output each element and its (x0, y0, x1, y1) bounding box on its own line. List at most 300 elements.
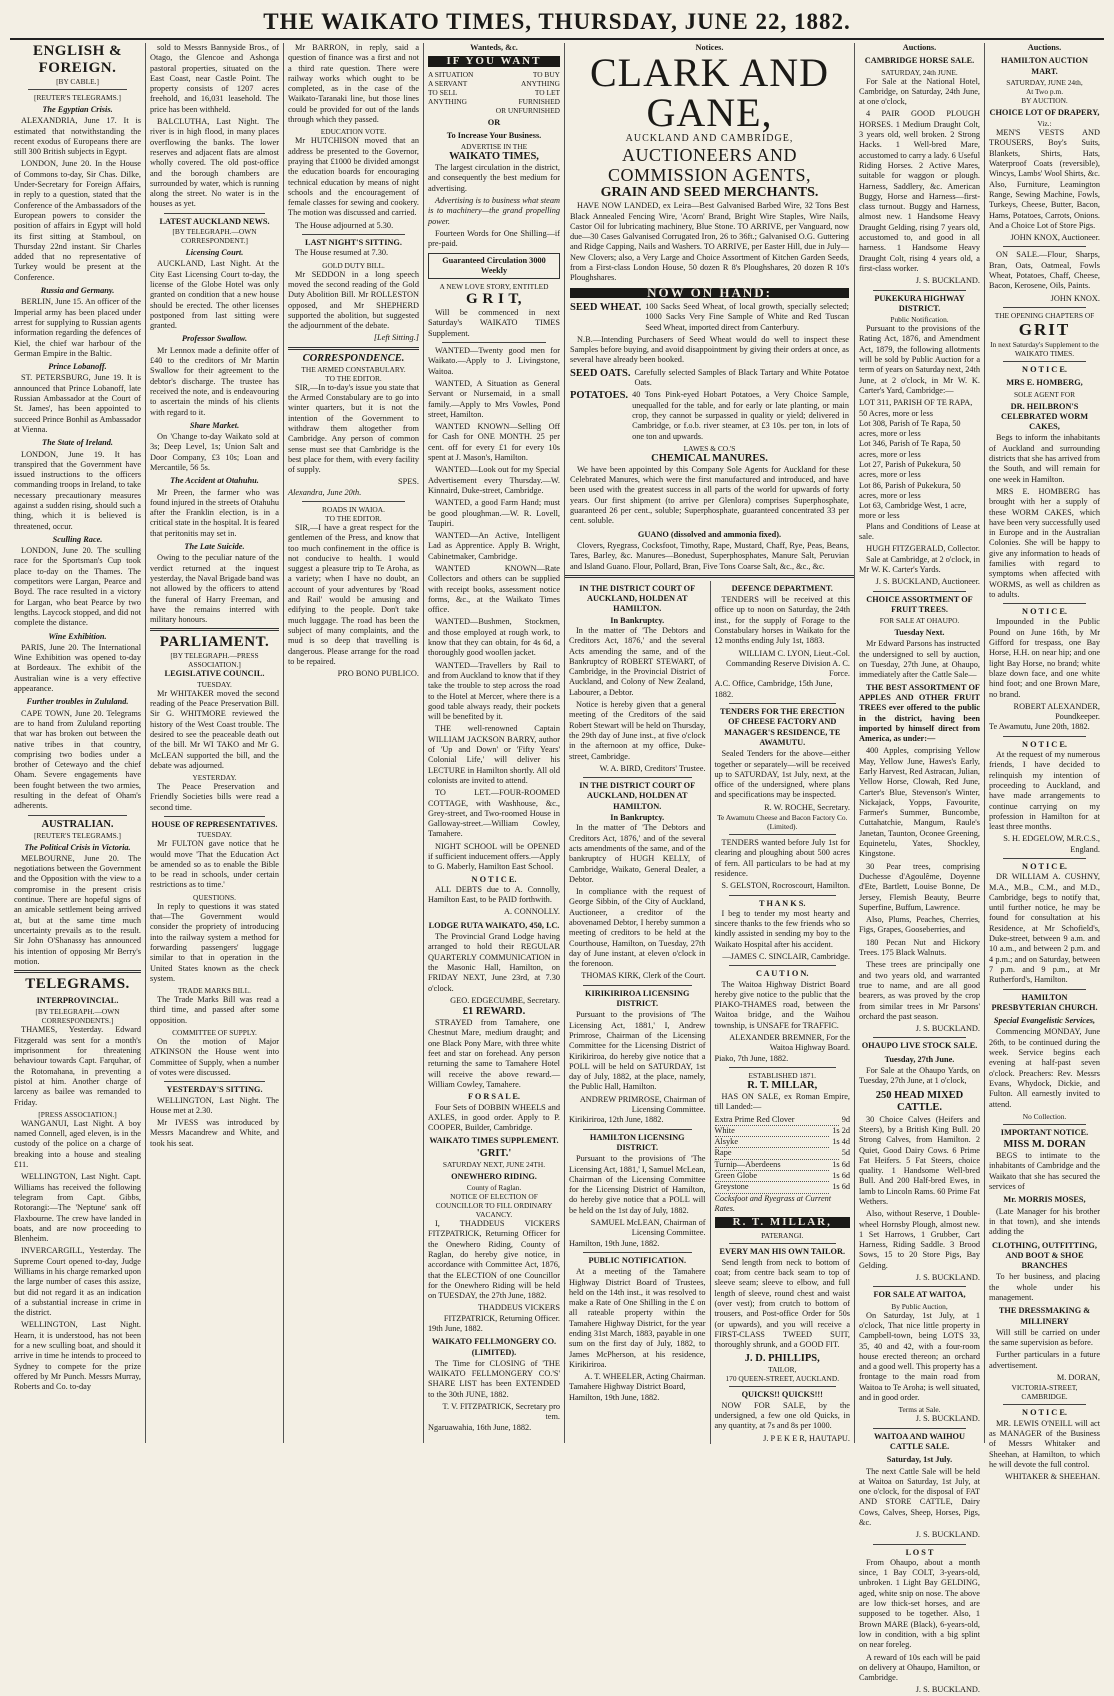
headline: The Egyptian Crisis. (42, 105, 113, 114)
supplement-grit: 'GRIT.' (476, 1147, 512, 1159)
notice-text: MR. LEWIS O'NEILL will act as MANAGER of the Business of Messrs Whitaker and Sheehan, at Hamilton, to which he will devote the full control. (989, 1418, 1100, 1469)
auction-by: BY AUCTION. (1021, 95, 1068, 105)
headline: Further troubles in Zululand. (26, 697, 129, 707)
want-increase: To Increase Your Business. (446, 130, 542, 140)
price-row: Turnip—Aberdeens 1s 6d (715, 1160, 851, 1171)
auction-text: Pursuant to the provisions of the Rating Act, 1876, and Amendment Act, 1879, the following allotments will be sold by Public Auction for a term of years on Saturday next, 24th June, at 2 o'clock, in Mr W. K. Carter's Yard, Cambridge:— (859, 324, 980, 395)
notice-text: In the matter of 'The Debtors and Creditors Act, 1876,' and the several Acts amending the same, and of the Bankruptcy of ROBERT STEWART, of Cambridge, in the Provincial District of Auckland, and Colony of New Zealand, Labourer, a Debtor. (569, 625, 706, 697)
article-text: On 'Change to-day Waikato sold at 3s; Deep Level, 1s; Union Salt and Door Company, £3 10s; Loan and Mercantile, 56 5s. (150, 432, 279, 472)
terms: Terms at Sale. (898, 1405, 941, 1415)
homberg-sub: SOLE AGENT FOR (1013, 389, 1076, 399)
signature: ALEXANDER BREMNER, For the Waitoa Highway Board. (729, 1033, 850, 1053)
article-text: Mr FULTON gave notice that he would move 'That the Education Act be amended so as to enable the Bible to be read in schools, under certain restrictions as to time.' (150, 839, 279, 890)
auction-title: OHAUPO LIVE STOCK SALE. (861, 1041, 978, 1051)
supplement-date: SATURDAY NEXT, JUNE 24TH. (442, 1159, 546, 1169)
date: A.C. Office, Cambridge, 15th June, 1882. (714, 679, 833, 699)
signature: A. CONNOLLY. (504, 907, 560, 917)
auction-text: The next Cattle Sale will be held at Waitoa on Saturday, 1st July, at one o'clock, for the disposal of FAT AND STORE CATTLE, Dairy Cows, Calves, Sheep, Horses, Pigs, &c. (859, 1466, 980, 1527)
seed-price-list (715, 1115, 851, 1194)
column-parliament-correspondence (284, 43, 424, 1443)
auction-text: 180 Pecan Nut and Hickory Trees. 175 Black Walnuts. (859, 937, 980, 958)
note: [Left Sitting.] (373, 333, 419, 343)
potatoes-title: POTATOES. (570, 390, 629, 402)
drapery-viz: Viz.: (1037, 119, 1052, 129)
signature: J. S. BUCKLAND. (915, 1273, 980, 1283)
homberg-product: DR. HEILBRON'S CELEBRATED WORM CAKES, (1000, 401, 1089, 432)
notices-left (565, 581, 710, 1444)
notice-text: The Waitoa Highway District Board hereby give notice to the public that the PIAKO-THAMES road, between the Waitoa bridge, and the Waihou township, is UNSAFE for TRAFFIC. (714, 979, 850, 1030)
auction-text: 400 Apples, comprising Yellow May, Yellow June, Hawes's Early, Early Harvest, Red Astracan, Julian, Yellow Horse, Clowah, Red June, Carter's Blue, Stevenson's Winter, Nickajack, Yopps, Favourite, Farmer's Summer, Buncombe, Cuttahatchie, Mangum, Raule's Janetan, Taunton, Oconee Greening, Equinetelu, Yates, Shockley, Kingstone. (859, 746, 980, 859)
want-item: A SITUATION (428, 69, 474, 79)
auction-text: From Ohaupo, about a month since, 1 Bay COLT, 3-years-old, unbroken. 1 Light Bay GELDING, aged, white snip on nose. The above are low thick-set horses, and are supposed to be together. Also, 1 Brown MARE (Black), 6-years-old, low in condition, with a big splint on near foreleg. (859, 1557, 980, 1650)
price-row: Alsyke 1s 4d (715, 1137, 851, 1148)
ad-text: Clovers, Ryegrass, Cocksfoot, Timothy, Rape, Mustard, Chaff, Rye, Peas, Beans, Tares, Barley, &c. Manures—Bonedust, Superphosphates, Manure Salt, Peruvian and Island Guano. Flour, Pollard, Bran, Five Tons Coarse Salt, &c., &c., &c. (570, 540, 849, 571)
place-date: Alexandra, June 20th. (288, 487, 362, 497)
signature: J. S. BUCKLAND, Auctioneer. (875, 577, 980, 587)
grit-text: In next Saturday's Supplement to the WAIKATO TIMES. (990, 339, 1099, 358)
classified-ad: WANTED—Travellers by Rail to and from Auckland to know that if they take the trouble to step across the road to the Hotel at Mercer, where there is a good table always ready, their pockets will be benefited by it. (428, 660, 560, 722)
signature: —JAMES C. SINCLAIR, Cambridge. (722, 952, 850, 961)
ad-text: Advertising is to business what steam is to machinery—the grand propelling power. (428, 196, 560, 226)
auction-text: Mr Edward Parsons has instructed the undersigned to sell by auction, on Tuesday, 27th June, at Ohaupo, immediately after the Cattle Sale— (859, 639, 980, 680)
agency: [BY TELEGRAPH.—OWN CORRESPONDENTS.] (35, 1007, 120, 1026)
section-title: CORRESPONDENCE. (302, 352, 405, 364)
classified-ad: WANTED—Look out for my Special Advertisement every Thursday.—W. Kinnaird, Duke-street, Cambridge. (428, 465, 560, 495)
public-notification-title: PUBLIC NOTIFICATION. (588, 1255, 687, 1265)
ad-text: 40 Tons Pink-eyed Hobart Potatoes, a Very Choice Sample, unequalled for the table, and for early or late planting, or main crop, they cannot be surpassed in quality or yield; delivered in Cambridge, or f.o.b. river steamer, at £3 10s. per ton, in lots of one ton and upwards. (632, 390, 849, 441)
article-text: LONDON, June 20. In the House of Commons to-day, Sir Chas. Dilke, Under-Secretary for Foreign Affairs, in reply to a question, stated that the Conference of the Ambassadors of the European powers to consider the position of affairs in Egypt will hold its first sitting at Stamboul, on Thursday 22nd instant. Sir Charles added that no representative of Turkey would be present at the Conference. (14, 159, 141, 282)
date: 19th June, 1882. (428, 1323, 483, 1333)
section-title: AUSTRALIAN. (41, 818, 114, 830)
article-text: MELBOURNE, June 20. The negotiations between the Government and the Opposition with the view to a compromise in the present crisis continue. There are hopeful signs of an amicable settlement being arrived at, but at the same time much uncertainty prevails as to the result. Sir John O'Shanassy has announced his intention of opposing Mr Berry's motion. (14, 853, 141, 966)
headline: The Accident at Otahuhu. (170, 476, 259, 486)
want-item: TO SELL ANYTHING (428, 87, 467, 106)
classified-ad: WANTED—Twenty good men for Waikato.—Apply to J. Livingstone, Waitoa. (428, 346, 560, 376)
signature: J. P E K E R, HAUTAPU. (763, 1433, 850, 1443)
date: Kirikiriroa, 12th June, 1882. (569, 1115, 664, 1125)
notice-text: NOW FOR SALE, by the undersigned, a few one old Quicks, in any quantity, at 7s and 8s per 1000. (714, 1400, 850, 1431)
millar-banner: R. T. MILLAR, (715, 1217, 851, 1227)
auction-time: At Two p.m. (1025, 86, 1064, 96)
article-text: AUCKLAND, Last Night. At the City East Licensing Court to-day, the license of the Globe Hotel was only granted on condition that a new house should be erected. The other licenses postponed from last sitting were granted. (150, 259, 279, 331)
date: Ngaruawahia, 16th June, 1882. (428, 1422, 532, 1432)
section-title: Notices. (695, 43, 724, 52)
want-item: A SERVANT (428, 78, 468, 88)
millar-title: R. T. MILLAR, (747, 1079, 818, 1091)
court-title: IN THE DISTRICT COURT OF AUCKLAND, HOLDEN AT HAMILTON. (579, 781, 696, 811)
ad-text: N.B.—Intending Purchasers of Seed Wheat would do well to inspect these Samples before buying, and avoid disappointment by giving their orders at once, as several have already been booked. (570, 334, 849, 365)
article-text: INVERCARGILL, Yesterday. The Supreme Court opened to-day, Judge Williams in his charge remarked upon the large number of cases this assize, but did not regard it as an indication of a substantial increase in crime in the district. (14, 1246, 141, 1318)
signature: J. S. BUCKLAND. (915, 1024, 980, 1034)
notices-right (710, 581, 855, 1444)
subsection-title: YESTERDAY'S SITTING. (166, 1085, 263, 1095)
classified-ad: WANTED, a good Farm Hand; must be good ploughman.—W. R. Lovell, Taupiri. (428, 498, 560, 528)
notice-text: DR WILLIAM A. CUSHNY, M.A., M.B., C.M., and M.D., Cambridge, begs to notify that, until further notice, he may be found for consultation at his Residence, at Mr Schofield's, Duke-street, between 9 a.m. and 10 a.m., and between 2 p.m. and 4 p.m.; and on Saturday, between 7 p.m. and 9 p.m., at Mr Rutherford's, Hamilton. (989, 872, 1100, 985)
auction-text: These trees are principally one and two years old, and warranted true to name, and are all good bearers, as was proved by the crop from similar trees in Mr Parsons' orchard the past season. (859, 960, 980, 1021)
headline: Wine Exhibition. (48, 631, 107, 641)
subhead: ROADS IN WAIOA. (322, 504, 385, 514)
lot-item: Lot 63, Cambridge West, 1 acre, more or less (859, 501, 967, 521)
article-text: The House resumed at 7.30. (295, 248, 389, 258)
company: Te Awamutu Cheese and Bacon Factory Co. (Limited). (717, 813, 848, 832)
auction-date: Saturday, 1st July. (886, 1455, 953, 1465)
notice-text: Further particulars in a future advertisement. (989, 1350, 1100, 1370)
want-item: TO LET FURNISHED (518, 87, 560, 106)
auction-title: CHOICE ASSORTMENT OF FRUIT TREES. (866, 594, 973, 614)
article-text: SIR,—In to-day's issue you state that the Armed Constabulary are to go into winter quarters, but it is not the intention of the Government to withdraw them altogether from Cambridge. Any person of common sense must see that Cambridge is the best place for them, with every facility of supply. (288, 382, 419, 475)
signature: T. V. FITZPATRICK, Secretary pro tem. (442, 1402, 560, 1422)
auction-text: THE BEST ASSORTMENT OF APPLES AND OTHER FRUIT TREES ever offered to the public in the district, having been imported by himself direct from America, as under:— (859, 682, 980, 744)
lot-list (859, 398, 980, 522)
article-text: Mr IVESS was introduced by Messrs Macandrew and White, and took his seat. (150, 1118, 279, 1148)
auction-text: For Sale at the Ohaupo Yards, on Tuesday, 27th June, at 1 o'clock, (859, 1066, 980, 1086)
grit-intro: A NEW LOVE STORY, ENTITLED (439, 282, 549, 292)
auction-text: 4 PAIR GOOD PLOUGH HORSES. 1 Medium Draught Colt, 3 years old, well broken. 2 Strong Hacks. 1 Well-bred Mare, accustomed to carry a lady. 6 Useful Riding Horses. 2 Active Mares, suitable for waggon or plough. Harness, Saddlery, &c. American Buggy, Horse and Harness—first-class turnout. Buggy and Harness, almost new. 1 Handsome Heavy Draught Gelding, rising 7 years old, accustomed to, and good in all harness. 1 Handsome Heavy Draught Colt, rising 4 years old, a first-class worker. (859, 109, 980, 273)
notices-two-column (565, 581, 854, 1444)
subhead: QUESTIONS. (193, 892, 236, 902)
classified-ad: The Time for CLOSING of 'THE WAIKATO FELLMONGERY CO.'S' SHARE LIST has been EXTENDED to the 30th JUNE, 1882. (428, 1358, 560, 1399)
signature: J. S. BUCKLAND. (915, 1414, 980, 1424)
article-text: Mr HUTCHISON moved that an address be presented to the Governor, praying that £1000 be divided amongst the education boards for encouraging technical education by means of night schools and the encouragement of female classes for sewing and cookery. The motion was discussed and carried. (288, 136, 419, 218)
bankruptcy-title: In Bankruptcy. (610, 813, 665, 823)
drapery-title: CHOICE LOT OF DRAPERY, (989, 107, 1100, 117)
county: County of Raglan. (466, 1183, 522, 1193)
auction-text: Also, without Reserve, 1 Double-wheel Hornsby Plough, almost new. 1 Set Harrows, 1 Grubber, Cart Harness, Riding Saddle. 3 Brood Sows, 15 to 20 Store Pigs, Bay Gelding. (859, 1209, 980, 1270)
signature: WHITAKER & SHEEHAN. (1005, 1472, 1100, 1482)
ad-text: HAVE NOW LANDED, ex Leira—Best Galvanised Barbed Wire, 32 Tons Best Black Annealed Fencing Wire, 'Acorn' Brand, Bright Wire Staples, Wire Nails, Castor Oil for lubricating machinery, Blue Stone. TO ARRIVE, per Vanguard, now due—30 Cases Galvanised Corrugated Iron, 26 to 36ft.; Galvanised O.G. Guttering and Ridge Capping, Nails and Washers. TO ARRIVE, per Easter Hill, due in July—New Clovers; also, a Very Large and Choice Assortment of Kitchen Garden Seeds, from a First-class London House, 50 dozen R 8's Ploughshares, 20 dozen R 10's Ploughshares. (570, 201, 849, 283)
signature: SAMUEL McLEAN, Chairman of Licensing Committee. (590, 1218, 706, 1238)
byline: [BY CABLE.] (56, 77, 99, 86)
notice-text: I beg to tender my most hearty and sincere thanks to the few friends who so kindly assisted in sending my boy to the Waikato Hospital after his accident. (714, 908, 850, 949)
auction-date: Tuesday, 27th June. (884, 1054, 955, 1064)
hamilton-licensing-title: HAMILTON LICENSING DISTRICT. (589, 1132, 685, 1152)
fellmongery-title: WAIKATO FELLMONGERY CO. (LIMITED). (431, 1337, 557, 1357)
grit-intro: THE OPENING CHAPTERS OF (994, 310, 1095, 320)
subhead: COMMITTEE OF SUPPLY. (172, 1028, 257, 1038)
grit-title: GRIT (1018, 319, 1071, 339)
auction-text: A reward of 10s each will be paid on delivery at Ohaupo, Hamilton, or Cambridge. (859, 1652, 980, 1683)
want-paper: WAIKATO TIMES, (449, 151, 539, 163)
notice-text: MRS E. HOMBERG has brought with her a supply of these WORM CAKES, which have been very successfully used in Europe and in the Australian Colonies. She will be happy to give any information to heads of families with regard to symptoms when affected with WORMS, as well as children as to adults. (989, 486, 1100, 599)
auction-highlight: 250 HEAD MIXED CATTLE. (875, 1089, 964, 1113)
price-row: Extra Prime Red Clover 9d (715, 1115, 851, 1126)
agency: [REUTER'S TELEGRAMS.] (33, 830, 121, 840)
kirikiriroa-title: KIRIKIRIROA LICENSING DISTRICT. (585, 988, 690, 1009)
reward-title: £1 REWARD. (462, 1006, 526, 1018)
lot-item: LOT 311, PARISH OF TE RAPA, 50 Acres, more or less (859, 398, 973, 418)
signature: THOMAS KIRK, Clerk of the Court. (581, 971, 706, 981)
day: TUESDAY. (197, 679, 232, 689)
notice-text: TENDERS will be received at this office up to noon on Saturday, the 24th inst., for the supply of Forage to the Constabulary horses in Waikato for the 12 months ending July 1st, 1883. (714, 595, 850, 646)
classified-ad: WANTED—An Active, Intelligent Lad as Apprentice. Apply B. Wright, Cabinetmaker, Cambridge. (428, 531, 560, 561)
classified-ad: WANTED—Bushmen, Stockmen, and those employed at rough work, to know that they can obtain, for 4s 6d, a thoroughly good woollen jacket. (428, 617, 560, 658)
signature: HUGH FITZGERALD, Collector. (866, 544, 980, 554)
doran-address: VICTORIA-STREET, CAMBRIDGE. (1011, 1383, 1078, 1402)
headline: Russia and Germany. (40, 286, 115, 296)
article-text: BERLIN, June 15. An officer of the Imperial army has been placed under arrest for supplying to Russian agents information regarding the defences of Kiel, the chief war harbour of the German Empire in the Baltic. (14, 297, 141, 358)
article-text: WELLINGTON, Last Night. Hearn, it is understood, has not been for a new sculling boat, and should it arrive in time he intends to proceed to Sydney to compete for the prize offered by Mr Punch. Messrs Murray, Roberts and Co. to-day (14, 1320, 141, 1392)
subhead: TO THE EDITOR. (325, 513, 382, 523)
classified-ad: ALL DEBTS due to A. Connolly, Hamilton East, to be PAID forthwith. (428, 884, 560, 905)
notice-text: In compliance with the request of George Sibbin, of the City of Auckland, Auctioneer, a creditor of the abovenamed Debtor, I hereby summon a meeting of creditors to be held at the Courthouse, Hamilton, on Tuesday, 27th day of June instant, at eleven o'clock in the forenoon. (569, 887, 706, 969)
classified-ad: WANTED, A Situation as General Servant or Nursemaid, in a small family.—Apply to Mrs Vowles, Pond street, Hamilton. (428, 378, 560, 419)
auction-title: HAMILTON AUCTION MART. (1001, 56, 1088, 76)
sale-title: F O R S A L E. (467, 1092, 521, 1102)
auction-title: CAMBRIDGE HORSE SALE. (864, 56, 975, 66)
column-wanteds (424, 43, 565, 1443)
article-text: Mr SEDDON in a long speech moved the second reading of the Gold Duty Abolition Bill. Mr ROLLESTON opposed, and Mr SHEPHERD supported the abolition, but suggested the adjournment of the debate. (288, 269, 419, 331)
section-title: Wanteds, &c. (470, 43, 518, 52)
notice-text: Send length from neck to bottom of coat; from centre back seam to top of sleeve seam; sleeve to elbow, and full length of sleeve, round chest and waist (over vest); from crutch to bottom of trousers, and Post-office Order for 50s (or upwards), and you will receive a FIRST-CLASS TWEED SUIT, thoroughly shrunk, and a GOOD FIT. (714, 1257, 850, 1350)
column-notices (565, 43, 855, 1443)
notice-text: Will still be carried on under the same supervision as before. (989, 1327, 1100, 1348)
signature: W. A. BIRD, Creditors' Trustee. (599, 763, 706, 773)
subhead: TRADE MARKS BILL. (178, 986, 251, 996)
section-title: PARLIAMENT. (159, 634, 270, 651)
column-auctions-1 (855, 43, 985, 1695)
masthead: THE WAIKATO TIMES, THURSDAY, JUNE 22, 1882. (10, 8, 1104, 40)
clothing-title: CLOTHING, OUTFITTING, AND BOOT & SHOE BRANCHES (992, 1240, 1097, 1271)
notice-text: Begs to inform the inhabitants of Auckland and surrounding districts that she has arrived from the South, and will remain for one week in Hamilton. (989, 433, 1100, 484)
date: Hamilton, 19th June, 1882. (569, 1238, 660, 1248)
notice-text: At the request of my numerous friends, I have decided to relinquish my intention of proceeding to Auckland, and have made arrangements to continue carrying on my profession in Hamilton for at least three months. (989, 750, 1100, 832)
signature: SPES. (398, 477, 419, 487)
classified-ad: STRAYED from Tamahere, one Chestnut Mare, medium draught; and one Black Pony Mare, with three white feet and star on forehead. Any person returning the same to Tamahere Hotel will receive the above reward.—William Cowley, Tamahere. (428, 1018, 560, 1089)
ad-text: Will be commenced in next Saturday's WAIKATO TIMES Supplement. (428, 308, 560, 338)
signature: ANDREW PRIMROSE, Chairman of Licensing Committee. (579, 1094, 706, 1115)
moses-name: Mr. MORRIS MOSES, (1003, 1195, 1086, 1205)
article-text: Mr Lennox made a definite offer of £40 to the creditors of Mr Martin Swallow for their agreement to the debtor's discharge. The trustee has received the note, and is endeavouring to ascertain the minds of his clients with regard to it. (150, 345, 279, 417)
auction-text: ON SALE.—Flour, Sharps, Bran, Oats, Oatmeal, Fowls Wheat, Potatoes, Chaff, Cheese, Bacon, Kerosene, Oils, Paints. (989, 250, 1100, 291)
headline: Licensing Court. (185, 248, 244, 258)
homberg-name: MRS E. HOMBERG, (1006, 378, 1083, 388)
notice-text: In the matter of 'The Debtors and Creditors Act, 1876,' and of the several acts amendments of the same, and of the bankruptcy of HUGH KELLY, of Cambridge, Waikato, General Dealer, a Debtor. (569, 823, 706, 884)
auction-date: Tuesday Next. (894, 628, 945, 638)
signature: J. S. BUCKLAND. (915, 1530, 980, 1540)
columns (10, 43, 1104, 1695)
ad-text: Carefully selected Samples of Black Tartary and White Potatoe Oats. (634, 367, 849, 388)
signature: GEO. EDGECUMBE, Secretary. (450, 995, 560, 1005)
auction-title: PUKEKURA HIGHWAY DISTRICT. (874, 293, 965, 313)
clark-gane-title: CLARK AND GANE, (589, 50, 830, 136)
clark-gane-auctioneers: AUCTIONEERS AND COMMISSION AGENTS, (607, 145, 812, 186)
classified-ad: TO LET.—FOUR-ROOMED COTTAGE, with Washhouse, &c., Grey-street, and Two-roomed House in Galloway-street.—William Cowley, Tamahere. (428, 788, 560, 839)
ad-text: We have been appointed by this Company Sole Agents for Auckland for these Celebrated Manures, which were the first manufactured and introduced, and have been used with the greatest success in all parts of the world for upwards of forty years. Our first shipment (to arrive per Glenlora) comprises Superphosphate, guaranteed 26 per cent., soluble; Superphosphate, guaranteed concentrated 33 per cent. soluble. (570, 464, 849, 526)
ad-text: 100 Sacks Seed Wheat, of local growth, specially selected; 1000 Sacks Very Fine Sample of White and Red Tuscan Seed Wheat, imported direct from Canterbury. (645, 301, 849, 332)
lawes-title: LAWES & CO.'S (683, 443, 736, 453)
quicks-title: QUICKS!! QUICKS!!! (741, 1389, 823, 1399)
article-text: WANGANUI, Last Night. A boy named Connell, aged eleven, is in the custody of the police on a charge of breaking into a house and stealing £11. (14, 1118, 141, 1170)
signature: S. H. EDGELOW, M.R.C.S., England. (1003, 834, 1100, 854)
auction-title: FOR SALE AT WAITOA, (873, 1290, 966, 1300)
section-title: LATEST AUCKLAND NEWS. (159, 216, 270, 226)
banner: IF YOU WANT (428, 56, 560, 66)
subsection-title: HOUSE OF REPRESENTATIVES. (151, 820, 278, 829)
headline: The State of Ireland. (42, 438, 113, 448)
article-text: SIR,—I have a great respect for the gentlemen of the Press, and know that too much confinement in the office is not conducive to health. I would suggest a pleasure trip to Te Aroha, as a variety; when I have no doubt, an account of your adventures by 'Road and Rail' would be amusing and edifying to the people. Don't take much luggage. The road has been the subject of many complaints, and the mud is so deep that travelling is dangerous. Please arrange for the road to be repaired. (288, 522, 419, 666)
agency: [REUTER'S TELEGRAMS.] (33, 93, 121, 102)
auction-subtitle: FOR SALE AT OHAUPO. (879, 616, 960, 626)
subsection-title: LEGISLATIVE COUNCIL. (164, 669, 265, 679)
signature: WILLIAM C. LYON, Lieut.-Col. Commanding Reserve Division A. C. Force. (726, 648, 850, 679)
lot-item: Lot 86, Parish of Pukekura, 50 acres, more or less (859, 480, 961, 500)
signature: S. GELSTON, Rocroscourt, Hamilton. (721, 881, 850, 891)
chemical-manures-title: CHEMICAL MANURES. (651, 452, 768, 464)
article-text: ALEXANDRIA, June 17. It is estimated that notwithstanding the recent exodus of Europeans there are still 300 British subjects in Egypt. (14, 116, 141, 157)
tailor-title: EVERY MAN HIS OWN TAILOR. (719, 1246, 846, 1256)
notice-text: Sealed Tenders for the above—either together or separately—will be received up to SATURDAY, 1st July, next, at the office of the undersigned, where plans and specifications may be inspected. (714, 749, 850, 800)
onewhero-title: ONEWHERO RIDING. (451, 1171, 537, 1181)
classified-ad: THE well-renowned Captain WILLIAM JACKSON BARRY, author of 'Up and Down' or 'Fifty Years' Colonial Life,' will deliver his LECTURE in Hamilton shortly. All old colonists are invited to attend. (428, 724, 560, 785)
article-text: Mr Preen, the farmer who was found injured in the streets of Otahuhu after the Franklin election, is in a critical state in the hospital. It is feared that peritonitis may set in. (150, 487, 280, 538)
auction-text: 30 Choice Calves (Heifers and Steers), by a British King Bull. 20 Strong Calves, from Hamilton. 2 Quiet, Good Dairy Cows. 6 Prime Fat Heifers. 5 Fat Steers, choice quality. 1 Handsome Well-bred Bull. And 200 Half-bred Ewes, in lamb to Lincoln Rams. 60 Prime Fat Wethers. (859, 1114, 980, 1206)
article-text: In reply to questions it was stated that—The Government would consider the propriety of introducing into the railway system a method for forwarding passengers' luggage similar to that in operation in the United States known as the check system. (150, 901, 279, 983)
signature: JOHN KNOX. (1050, 293, 1100, 303)
want-advertise: ADVERTISE IN THE (460, 142, 528, 152)
want-item: OR UNFURNISHED (495, 105, 560, 115)
grit-title: G R I T, (466, 291, 522, 308)
auction-text: On Saturday, 1st July, at 1 o'clock, That nice little property in Campbell-town, being LOTS 33, 35, 40 and 42, with a four-room house erected thereon; an orchard and a good well. This property has a frontage to the main road from Waitoa to Te Aroha; is well situated, and in good order. (859, 1310, 980, 1403)
column-auctions-2 (985, 43, 1104, 1482)
signature: JOHN KNOX, Auctioneer. (1010, 233, 1100, 243)
seed-oats-title: SEED OATS. (570, 367, 631, 379)
signature: THADDEUS VICKERS FITZPATRICK, Returning Officer. (443, 1303, 560, 1323)
presbyterian-note: No Collection. (1022, 1111, 1067, 1121)
section-title: TELEGRAMS. (25, 976, 130, 993)
article-text: WELLINGTON, Last Night. Capt. Williams has received the following telegram from Capt. Gibbs, Rotorangi:—The 'Neptune' sank off Flaxbourne. The crew have landed in boats, and are now proceeding to Blenheim. (14, 1172, 141, 1244)
phillips-address: 170 QUEEN-STREET, AUCKLAND. (725, 1373, 840, 1383)
headline: Share Market. (189, 420, 240, 430)
price-row: Rape 5d (715, 1148, 851, 1159)
phillips-title: J. D. PHILLIPS, (744, 1352, 820, 1364)
auction-date: SATURDAY, JUNE 24th, (1006, 77, 1083, 87)
notice-text: At a meeting of the Tamahere Highway District Board of Trustees, held on the 14th inst., it was resolved to make a Rate of One Shilling in the £ on all rateable property within the Tamahere Highway District, for the year ending 31st March, 1883, payable in one sum on the first day of July, 1882, to James McPherson, at his residence, Kirikiriroa. (569, 1267, 706, 1369)
subhead: TO THE EDITOR. (325, 373, 382, 383)
classified-ad: I, THADDEUS VICKERS FITZPATRICK, Returning Officer for the Onewhero Riding, County of Raglan, do hereby give notice, in accordance with Committee Act, 1876, that the ELECTION of one Councillor for the Onewhero Riding will be held on TUESDAY, the 27th June, 1882. (428, 1219, 560, 1301)
classified-ad: WANTED KNOWN—Selling Off for Cash for ONE MONTH. 25 per cent. off for every £1 for every 10s spent at J. Mason's, Hamilton. (428, 422, 560, 463)
signature: M. DORAN, (1056, 1373, 1100, 1383)
subsection-title: INTERPROVINCIAL. (36, 996, 119, 1006)
caution-title: C A U T I O N. (756, 969, 809, 979)
auction-title: WAITOA AND WAIHOU CATTLE SALE. (874, 1431, 965, 1451)
cheese-title: TENDERS FOR THE ERECTION OF CHEESE FACTORY AND MANAGER'S RESIDENCE, TE AWAMUTU. (719, 707, 845, 747)
date: Tamahere Highway District Board, Hamilton, 19th June, 1882. (569, 1382, 686, 1402)
classified-ad: NIGHT SCHOOL will be OPENED if sufficient inducement offers.—Apply to G. Maberly, Hamilton East School. (428, 841, 560, 872)
notice-text: Pursuant to the provisions of 'The Licensing Act, 1881,' I, Andrew Primrose, Chairman of the Licensing Committee for the Licensing District of Kirikiriroa, do hereby give notice that a POLL will be held on SATURDAY, 1st day of July, 1882, at the place, namely, the Public Hall, Hamilton. (569, 1010, 706, 1092)
article-text: sold to Messrs Bannyside Bros., of Otago, the Glencoe and Ashonga pastoral properties, situated on the East Coast, near Castle Point. The property consists of 1207 acres freehold, and 16,031 leasehold. The price has been withheld. (150, 43, 279, 114)
notice-title: N O T I C E. (1022, 1408, 1067, 1418)
article-text: ST. PETERSBURG, June 19. It is announced that Prince Lobanoff, late Russian Ambassador at the Court of St. James', has been appointed to succeed Prince Bonhil as Ambassador at Vienna. (14, 373, 141, 434)
notice-title: N O T I C E. (471, 874, 517, 884)
price-row: White 1s 2d (715, 1126, 851, 1137)
section-title: ENGLISH & FOREIGN. (32, 43, 123, 76)
auction-date: SATURDAY, 24th JUNE. (881, 67, 958, 77)
clark-gane-grain: GRAIN AND SEED MERCHANTS. (600, 185, 819, 201)
article-text: The Peace Preservation and Friendly Societies bills were read a second time. (150, 782, 279, 812)
classified-ad: WANTED KNOWN—Rate Collectors and others can be supplied with receipt books, assessment notice forms, &c., at the Waikato Times office. (428, 563, 560, 615)
presbyterian-title: HAMILTON PRESBYTERIAN CHURCH. (991, 992, 1098, 1012)
notice-text: Pursuant to the provisions of 'The Licensing Act, 1881,' I, Samuel McLean, Chairman of the Licensing Committee for the Licensing District of Hamilton, do hereby give notice that a POLL will be held on the 1st day of July, 1882. (569, 1154, 706, 1215)
clark-gane-sub: AUCKLAND AND CAMBRIDGE, (625, 133, 794, 145)
price-row: Green Globe 1s 6d (715, 1171, 851, 1182)
thanks-title: T H A N K S. (759, 898, 806, 908)
classified-ad: Four Sets of DOBBIN WHEELS and AXLES, in good order. Apply to P. COOPER, Builder, Cambridge. (428, 1102, 560, 1133)
auction-subtitle: By Public Auction, (891, 1301, 948, 1311)
auction-text: Also, Plums, Peaches, Cherries, Figs, Grapes, Gooseberries, and (859, 915, 980, 935)
article-text: The Trade Marks Bill was read a third time, and passed after some opposition. (150, 995, 279, 1025)
auction-text: For Sale at the National Hotel, Cambridge, on Saturday, 24th June, at one o'clock, (859, 76, 980, 107)
guaranteed: Guaranteed Circulation 3000 Weekly (428, 253, 560, 280)
notice-text: Notice is hereby given that a general meeting of the Creditors of the said Robert Stewart will be held on Thursday, the 29th day of June inst., at five o'clock in the afternoon at my office, Duke-street, Cambridge. (569, 700, 706, 761)
notice-text: BEGS to intimate to the inhabitants of Cambridge and the Waikato that she has secured the services of (989, 1151, 1100, 1192)
article-text: CAPE TOWN, June 20. Telegrams are to hand from Zululand reporting that war has broken out between the native tribes in that country, comprising two bodies under a brother of Cetewayo and the chief Oham. Severe engagements have been fought between the two armies, resulting in the defeat of Oham's adherents. (14, 708, 141, 811)
subhead: GOLD DUTY BILL. (322, 260, 385, 270)
date: Piako, 7th June, 1882. (714, 1053, 789, 1063)
now-on-hand-banner: NOW ON HAND: (570, 288, 849, 298)
want-or: OR (487, 117, 501, 127)
signature: J. S. BUCKLAND. (915, 1685, 980, 1695)
defence-title: DEFENCE DEPARTMENT. (731, 583, 833, 593)
notice-title: N O T I C E. (1022, 364, 1067, 374)
ad-text: Fourteen Words for One Shilling—if pre-paid. (428, 228, 560, 249)
signature: J. S. BUCKLAND. (915, 276, 980, 286)
auction-text: MEN'S VESTS AND TROUSERS, Boy's Suits, Blankets, Shirts, Hats, Waterproof Coats (reversible), Wincys, Lambs' Wool Shirts, &c. Also, Furniture, Leamington Range, Sewing Machine, Fowls, Turkeys, Cheese, Butter, Bacon, Hams, Potatoes, Carrots, Onions. And a Choice Lot of Store Pigs. (989, 128, 1100, 230)
signature: ROBERT ALEXANDER, Poundkeeper. (1013, 701, 1100, 722)
article-text: WELLINGTON, Last Night. The House met at 2.30. (150, 1095, 279, 1115)
election-title: NOTICE OF ELECTION OF COUNCILLOR TO FILL ORDINARY VACANCY. (435, 1192, 553, 1220)
important-title: IMPORTANT NOTICE. (1000, 1127, 1089, 1137)
millar-note: Cocksfoot and Ryegrass at Current Rates. (714, 1193, 832, 1213)
classified-ad: The Provincial Grand Lodge having arranged to hold their REGULAR QUARTERLY COMMUNICATION in the Masonic Hall, Hamilton, on FRIDAY NEXT, June 23rd, at 7.30 o'clock. (428, 932, 560, 993)
notice-text: TENDERS wanted before July 1st for clearing and ploughing about 500 acres of fern. All particulars to be had at my residence. (714, 838, 850, 878)
dressmaking-title: THE DRESSMAKING & MILLINERY (998, 1306, 1091, 1326)
auction-subtitle: Public Notification. (890, 315, 949, 325)
notice-text: To her business, and placing the whole under his management. (989, 1272, 1100, 1302)
day: YESTERDAY. (192, 773, 237, 783)
millar-place: PATERANGI. (761, 1230, 804, 1240)
auction-text: 30 Pear trees, comprising Duchesse d'Agoulême, Doyenne d'Ete, Bartlett, Louise Bonne, De Jersey, Flemish Beauty, Beurre Superfine, Buffum, Lawrence. (859, 861, 980, 912)
subhead: EDUCATION VOTE. (320, 127, 387, 137)
guano: GUANO (dissolved and ammonia fixed). (637, 529, 782, 539)
article-text: Owing to the peculiar nature of the verdict returned at the inquest yesterday, the Naval Brigade band was not allowed by the officers to attend the funeral of Harry Freeman, and have the remains interred with military honours. (150, 553, 279, 625)
article-text: PARIS, June 20. The International Wine Exhibition was opened to-day at Bordeaux. The exhibit of the Australian wine is a very effective appearance. (14, 642, 141, 694)
doran-name: MISS M. DORAN (1003, 1139, 1086, 1151)
supplement-title: WAIKATO TIMES SUPPLEMENT. (429, 1136, 559, 1146)
notice-text: (Late Manager for his brother in that town), and she intends adding the (989, 1206, 1100, 1237)
price-row: Greystone 1s 6d (715, 1182, 851, 1193)
auction-text: Sale at Cambridge, at 2 o'clock, in Mr W. K. Carter's Yards. (859, 554, 980, 574)
lost-title: L O S T (905, 1547, 934, 1557)
lot-item: Lot 308, Parish of Te Rapa, 50 acres, more or less (859, 418, 961, 439)
article-text: LONDON, June 19. It has transpired that the Government have issued instructions to the officers commanding troops in Ireland, to take necessary precautionary measures against a sudden rising, should such a thing, which it is believed is threatened, occur. (14, 449, 141, 531)
day: TUESDAY. (197, 830, 232, 840)
want-item: TO BUY ANYTHING (521, 69, 560, 88)
ad-text: The largest circulation in the district, and consequently the best medium for advertising. (428, 163, 560, 193)
bankruptcy-title: In Bankruptcy. (610, 615, 665, 625)
lot-item: Lot 346, Parish of Te Rapa, 50 acres, more or less (859, 439, 961, 459)
headline: The Political Crisis in Victoria. (24, 842, 131, 852)
date: Te Awamutu, June 20th, 1882. (989, 722, 1090, 732)
signature: A. T. WHEELER, Acting Chairman. (584, 1372, 706, 1382)
column-news (146, 43, 284, 1443)
section-title: Auctions. (1027, 43, 1062, 52)
notice-text: HAS ON SALE, ex Roman Empire, till Landed:— (714, 1091, 850, 1112)
headline: Prince Lobanoff. (48, 362, 107, 372)
agency: [BY TELEGRAPH.—OWN CORRESPONDENT.] (172, 227, 257, 246)
article-text: On the motion of Major ATKINSON the House went into Committee of Supply, when a number of votes were discussed. (150, 1037, 279, 1077)
article-text: Mr WHITAKER moved the second reading of the Peace Preservation Bill. Sir G. WHITMORE reviewed the history of the West Coast trouble. The desired to see the peaceable death out of the bill. Mr WI TAKO and Mr G. McLEAN supported the bill, and the debate was adjourned. (150, 688, 279, 770)
established: ESTABLISHED 1871. (748, 1070, 817, 1080)
